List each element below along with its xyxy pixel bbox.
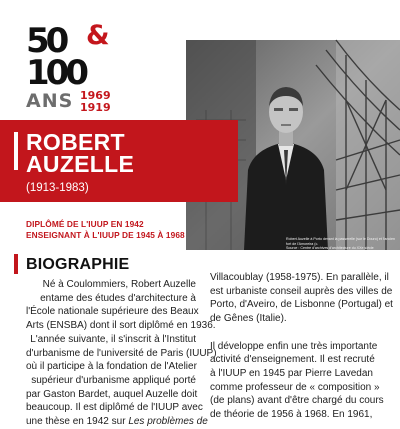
text-line: L'année suivante, il s'inscrit à l'Institut [30, 333, 196, 345]
text-line: Arts (ENSBA) dont il sort diplômé en 1936. [26, 320, 216, 332]
thesis-title-italic: Les problèmes de [128, 416, 208, 428]
text-line: l'École nationale supérieure des Beaux [26, 306, 199, 318]
text-line: de Gênes (Italie). [210, 313, 287, 325]
role-line-teaching: ENSEIGNANT À L'IUUP DE 1945 À 1968 [26, 230, 185, 240]
section-accent-bar [14, 254, 18, 274]
paragraph-gap [210, 326, 390, 340]
text-line: d'urbanisme de l'université de Paris (IUUP) [26, 347, 217, 359]
biography-column-2 [210, 271, 393, 422]
person-last-name: AUZELLE [26, 151, 135, 177]
text-line: Il développe enfin une très importante [210, 340, 378, 352]
text-line: Né à Coulommiers, Robert Auzelle [42, 279, 196, 290]
life-dates: (1913-1983) [26, 182, 89, 194]
text-line: activité d'enseignement. Il est recruté [210, 354, 375, 366]
name-band-accent-bar [14, 132, 18, 170]
role-line-diploma: DIPLÔMÉ DE L'IUUP EN 1942 [26, 219, 144, 229]
biography-column-1 [26, 278, 217, 429]
text-line: comme professeur de « composition » [210, 381, 380, 393]
text-line: Porto, d'Aveiro, de Lisbonne (Portugal) et [210, 299, 393, 311]
text-line: Villacoublay (1958-1975). En parallèle, il [210, 272, 389, 283]
photo-caption-line-1: Robert Auzelle à Porto devant la passerelle (sur le Douro) et l'ancien fort de l'Amoreira (c. [286, 237, 395, 246]
text-line: (de plans) avant d'être chargé du cours [210, 395, 384, 407]
logo-number-50: 50 [26, 21, 66, 61]
anniversary-logo [26, 22, 130, 114]
person-first-name: ROBERT [26, 129, 125, 155]
text-line: supérieur d'urbanisme appliqué porté [31, 374, 196, 386]
logo-number-100: 100 [26, 53, 85, 93]
text-line: à l'IUUP en 1945 par Pierre Lavedan [210, 367, 373, 379]
text-line: par Gaston Bardet, auquel Auzelle doit [26, 388, 198, 400]
logo-ampersand: & [86, 20, 110, 51]
text-line [26, 415, 208, 429]
photo-caption-line-2: Source : Centre d'archives d'architecture du XXe siècle [286, 246, 374, 250]
logo-ans-label: ANS [26, 90, 74, 112]
text-line: est urbaniste conseil auprès des villes de [210, 285, 393, 297]
text-line-prefix: une thèse en 1942 sur [26, 416, 129, 428]
section-title: BIOGRAPHIE [26, 256, 130, 273]
text-line: entame des études d'architecture à [40, 292, 196, 304]
text-line: beaucoup. Il est diplômé de l'IUUP avec [26, 402, 203, 414]
logo-year-start: 1969 [80, 89, 111, 102]
text-line: où il participe à la fondation de l'Atelier [26, 361, 197, 373]
text-line: de théorie de 1956 à 1968. En 1961, [210, 409, 373, 421]
logo-year-end: 1919 [80, 101, 111, 114]
photo-caption [286, 237, 398, 251]
